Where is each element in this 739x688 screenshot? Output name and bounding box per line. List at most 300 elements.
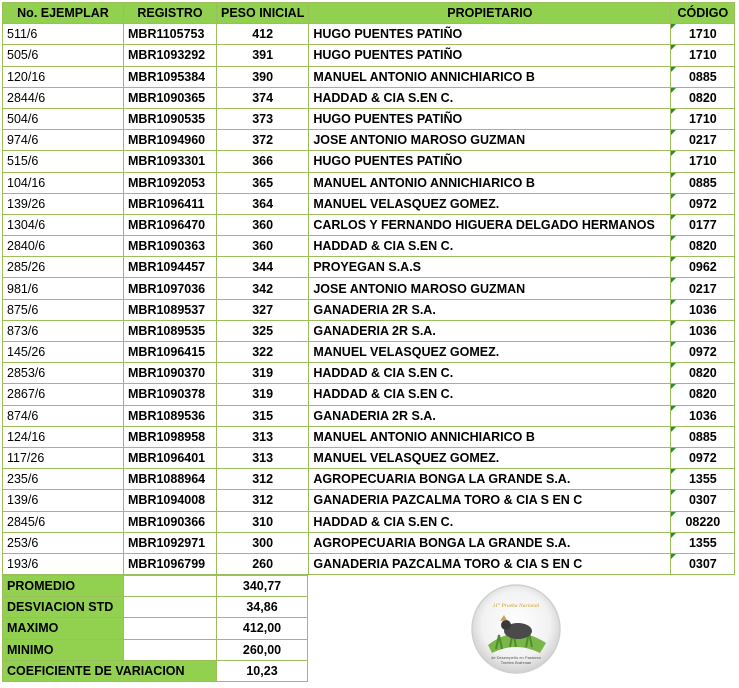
propietario-cell	[309, 172, 671, 193]
stat-label: PROMEDIO	[3, 576, 124, 597]
propietario-cell-text: MANUEL VELASQUEZ GOMEZ.	[313, 345, 500, 360]
table-row	[3, 447, 735, 468]
propietario-cell-text: MANUEL VELASQUEZ GOMEZ.	[313, 196, 500, 211]
registro-cell-text: MBR1090363	[128, 239, 206, 254]
registro-cell	[124, 87, 217, 108]
ejemplar-cell	[3, 24, 124, 45]
registro-cell-text: MBR1090366	[128, 514, 206, 529]
codigo-cell	[671, 278, 735, 299]
codigo-cell-text: 1355	[688, 535, 717, 550]
peso-cell-text: 319	[252, 387, 274, 402]
peso-cell	[217, 278, 309, 299]
peso-cell-text: 310	[252, 514, 274, 529]
registro-cell-text: MBR1089536	[128, 408, 206, 423]
propietario-cell	[309, 151, 671, 172]
propietario-cell-text: HUGO PUENTES PATIÑO	[313, 48, 463, 63]
propietario-cell	[309, 511, 671, 532]
peso-cell	[217, 384, 309, 405]
propietario-cell-text: MANUEL VELASQUEZ GOMEZ.	[313, 451, 500, 466]
peso-cell-text: 360	[252, 239, 274, 254]
codigo-cell	[671, 45, 735, 66]
propietario-cell-text: CARLOS Y FERNANDO HIGUERA DELGADO HERMANOS	[313, 217, 655, 232]
comment-indicator-icon	[671, 533, 676, 538]
ejemplar-cell	[3, 193, 124, 214]
peso-cell	[217, 363, 309, 384]
ejemplar-cell	[3, 108, 124, 129]
peso-cell	[217, 130, 309, 151]
peso-cell	[217, 193, 309, 214]
comment-indicator-icon	[671, 194, 676, 199]
ejemplar-cell-text: 2867/6	[7, 387, 46, 402]
ejemplar-cell	[3, 214, 124, 235]
ejemplar-cell-text: 1304/6	[7, 217, 46, 232]
registro-cell-text: MBR1096401	[128, 451, 206, 466]
ejemplar-cell-text: 505/6	[7, 48, 39, 63]
peso-cell-text: 365	[252, 175, 274, 190]
ejemplar-cell	[3, 130, 124, 151]
table-row	[3, 24, 735, 45]
codigo-cell-text: 08220	[685, 514, 721, 529]
propietario-cell	[309, 257, 671, 278]
codigo-cell-text: 0307	[688, 493, 717, 508]
propietario-cell-text: JOSE ANTONIO MAROSO GUZMAN	[313, 281, 526, 296]
propietario-cell	[309, 426, 671, 447]
ejemplar-cell-text: 193/6	[7, 556, 39, 571]
codigo-cell-text: 0177	[688, 217, 717, 232]
propietario-cell-text: HADDAD & CIA S.EN C.	[313, 387, 454, 402]
comment-indicator-icon	[671, 130, 676, 135]
peso-cell-text: 322	[252, 345, 274, 360]
codigo-cell	[671, 553, 735, 574]
peso-cell-text: 372	[252, 133, 274, 148]
peso-cell-text: 319	[252, 366, 274, 381]
propietario-cell-text: HADDAD & CIA S.EN C.	[313, 514, 454, 529]
comment-indicator-icon	[671, 24, 676, 29]
ejemplar-cell-text: 139/26	[7, 196, 46, 211]
registro-cell	[124, 342, 217, 363]
registro-cell-text: MBR1088964	[128, 472, 206, 487]
propietario-cell-text: HUGO PUENTES PATIÑO	[313, 112, 463, 127]
stat-label: MINIMO	[3, 639, 124, 660]
propietario-cell-text: HADDAD & CIA S.EN C.	[313, 90, 454, 105]
registro-cell	[124, 532, 217, 553]
registro-cell	[124, 490, 217, 511]
codigo-cell	[671, 511, 735, 532]
ejemplar-cell	[3, 532, 124, 553]
peso-cell-text: 313	[252, 429, 274, 444]
peso-cell	[217, 151, 309, 172]
registro-cell	[124, 193, 217, 214]
table-row	[3, 130, 735, 151]
propietario-cell	[309, 469, 671, 490]
table-row	[3, 299, 735, 320]
ejemplar-cell	[3, 553, 124, 574]
propietario-cell	[309, 66, 671, 87]
propietario-cell	[309, 447, 671, 468]
stat-row	[3, 597, 308, 618]
codigo-cell	[671, 532, 735, 553]
propietario-cell	[309, 87, 671, 108]
comment-indicator-icon	[671, 300, 676, 305]
table-row	[3, 553, 735, 574]
propietario-cell-text: HUGO PUENTES PATIÑO	[313, 154, 463, 169]
registro-cell	[124, 45, 217, 66]
header-peso: PESO INICIAL	[217, 3, 309, 24]
ejemplar-cell-text: 511/6	[7, 27, 38, 42]
table-row	[3, 236, 735, 257]
table-row	[3, 511, 735, 532]
codigo-cell	[671, 87, 735, 108]
registro-cell	[124, 257, 217, 278]
ejemplar-cell-text: 145/26	[7, 345, 46, 360]
propietario-cell-text: GANADERIA PAZCALMA TORO & CIA S EN C	[313, 493, 583, 508]
peso-cell-text: 360	[252, 217, 274, 232]
ejemplar-cell	[3, 257, 124, 278]
table-row	[3, 342, 735, 363]
codigo-cell-text: 1710	[688, 48, 717, 63]
comment-indicator-icon	[671, 45, 676, 50]
ejemplar-cell	[3, 299, 124, 320]
table-row	[3, 87, 735, 108]
codigo-cell	[671, 257, 735, 278]
registro-cell	[124, 426, 217, 447]
peso-cell	[217, 447, 309, 468]
propietario-cell	[309, 130, 671, 151]
registro-cell	[124, 511, 217, 532]
peso-cell-text: 374	[252, 90, 274, 105]
registro-cell	[124, 172, 217, 193]
peso-cell	[217, 108, 309, 129]
peso-cell-text: 315	[252, 408, 274, 423]
propietario-cell-text: JOSE ANTONIO MAROSO GUZMAN	[313, 133, 526, 148]
ejemplares-table	[2, 2, 735, 575]
peso-cell-text: 373	[252, 112, 274, 127]
logo-title: 11° Prueba Nacional	[492, 603, 540, 609]
ejemplar-cell	[3, 447, 124, 468]
header-ejemplar: No. EJEMPLAR	[3, 3, 124, 24]
stat-value: 260,00	[217, 639, 308, 660]
stat-label: DESVIACION STD	[3, 597, 124, 618]
stat-row	[3, 576, 308, 597]
registro-cell	[124, 130, 217, 151]
codigo-cell	[671, 342, 735, 363]
comment-indicator-icon	[671, 67, 676, 72]
ejemplar-cell	[3, 342, 124, 363]
ejemplar-cell-text: 235/6	[7, 472, 39, 487]
stat-value: 340,77	[217, 576, 308, 597]
registro-cell-text: MBR1096415	[128, 345, 206, 360]
registro-cell-text: MBR1094960	[128, 133, 206, 148]
propietario-cell	[309, 299, 671, 320]
codigo-cell-text: 1710	[688, 154, 717, 169]
peso-cell-text: 391	[252, 48, 274, 63]
propietario-cell	[309, 532, 671, 553]
table-row	[3, 469, 735, 490]
propietario-cell	[309, 278, 671, 299]
peso-cell-text: 313	[252, 451, 274, 466]
comment-indicator-icon	[671, 278, 676, 283]
peso-cell	[217, 172, 309, 193]
codigo-cell	[671, 447, 735, 468]
peso-cell	[217, 320, 309, 341]
table-row	[3, 257, 735, 278]
stat-value: 412,00	[217, 618, 308, 639]
codigo-cell	[671, 151, 735, 172]
propietario-cell-text: AGROPECUARIA BONGA LA GRANDE S.A.	[313, 472, 571, 487]
peso-cell-text: 325	[252, 323, 274, 338]
registro-cell-text: MBR1089537	[128, 302, 206, 317]
registro-cell-text: MBR1090365	[128, 90, 206, 105]
codigo-cell-text: 1355	[688, 472, 717, 487]
stat-row	[3, 639, 308, 660]
codigo-cell-text: 1036	[688, 408, 717, 423]
propietario-cell	[309, 45, 671, 66]
table-row	[3, 384, 735, 405]
codigo-cell	[671, 108, 735, 129]
logo-subtitle: de Desempeño en Pastoreo	[491, 655, 541, 660]
peso-cell-text: 366	[252, 154, 274, 169]
codigo-cell	[671, 426, 735, 447]
stat-value: 34,86	[217, 597, 308, 618]
ejemplar-cell-text: 285/26	[7, 260, 46, 275]
codigo-cell	[671, 130, 735, 151]
ejemplar-cell-text: 873/6	[7, 323, 39, 338]
table-row	[3, 405, 735, 426]
comment-indicator-icon	[671, 363, 676, 368]
registro-cell	[124, 384, 217, 405]
registro-cell-text: MBR1092053	[128, 175, 206, 190]
registro-cell-text: MBR1095384	[128, 69, 206, 84]
peso-cell	[217, 45, 309, 66]
ejemplar-cell	[3, 278, 124, 299]
table-row	[3, 214, 735, 235]
codigo-cell	[671, 193, 735, 214]
registro-cell	[124, 214, 217, 235]
peso-cell	[217, 405, 309, 426]
registro-cell-text: MBR1090535	[128, 112, 206, 127]
codigo-cell	[671, 24, 735, 45]
stat-spacer	[124, 618, 217, 639]
propietario-cell-text: AGROPECUARIA BONGA LA GRANDE S.A.	[313, 535, 571, 550]
comment-indicator-icon	[671, 109, 676, 114]
ejemplar-cell-text: 117/26	[7, 451, 45, 466]
comment-indicator-icon	[671, 342, 676, 347]
registro-cell	[124, 151, 217, 172]
peso-cell	[217, 257, 309, 278]
codigo-cell	[671, 66, 735, 87]
peso-cell	[217, 66, 309, 87]
peso-cell	[217, 553, 309, 574]
registro-cell	[124, 108, 217, 129]
registro-cell-text: MBR1090370	[128, 366, 206, 381]
codigo-cell-text: 0307	[688, 556, 717, 571]
ejemplar-cell	[3, 426, 124, 447]
stat-spacer	[124, 597, 217, 618]
propietario-cell	[309, 342, 671, 363]
propietario-cell	[309, 363, 671, 384]
registro-cell-text: MBR1092971	[128, 535, 206, 550]
codigo-cell-text: 0217	[688, 133, 717, 148]
ejemplar-cell-text: 515/6	[7, 154, 39, 169]
ejemplar-cell	[3, 405, 124, 426]
codigo-cell-text: 0820	[688, 90, 717, 105]
ejemplar-cell-text: 120/16	[7, 69, 46, 84]
ejemplar-cell-text: 104/16	[7, 175, 46, 190]
ejemplar-cell	[3, 469, 124, 490]
registro-cell	[124, 24, 217, 45]
comment-indicator-icon	[671, 236, 676, 241]
registro-cell	[124, 447, 217, 468]
registro-cell	[124, 469, 217, 490]
peso-cell	[217, 87, 309, 108]
table-row	[3, 151, 735, 172]
peso-cell-text: 344	[252, 260, 274, 275]
table-row	[3, 320, 735, 341]
peso-cell	[217, 426, 309, 447]
propietario-cell-text: GANADERIA 2R S.A.	[313, 408, 436, 423]
codigo-cell-text: 0885	[688, 69, 717, 84]
codigo-cell-text: 1710	[688, 112, 717, 127]
propietario-cell	[309, 24, 671, 45]
propietario-cell	[309, 108, 671, 129]
registro-cell	[124, 320, 217, 341]
codigo-cell	[671, 299, 735, 320]
codigo-cell-text: 0972	[688, 345, 717, 360]
peso-cell	[217, 299, 309, 320]
propietario-cell-text: HUGO PUENTES PATIÑO	[313, 27, 463, 42]
ejemplar-cell	[3, 66, 124, 87]
registro-cell	[124, 66, 217, 87]
codigo-cell	[671, 469, 735, 490]
registro-cell	[124, 236, 217, 257]
stat-label: MAXIMO	[3, 618, 124, 639]
codigo-cell-text: 0820	[688, 366, 717, 381]
comment-indicator-icon	[671, 151, 676, 156]
ejemplar-cell	[3, 490, 124, 511]
comment-indicator-icon	[671, 88, 676, 93]
ejemplar-cell-text: 981/6	[7, 281, 39, 296]
codigo-cell	[671, 172, 735, 193]
codigo-cell	[671, 236, 735, 257]
registro-cell-text: MBR1093292	[128, 48, 206, 63]
registro-cell-text: MBR1089535	[128, 323, 206, 338]
comment-indicator-icon	[671, 469, 676, 474]
ejemplar-cell-text: 2853/6	[7, 366, 46, 381]
propietario-cell-text: MANUEL ANTONIO ANNICHIARICO B	[313, 429, 535, 444]
comment-indicator-icon	[671, 554, 676, 559]
propietario-cell	[309, 490, 671, 511]
stat-spacer	[124, 639, 217, 660]
comment-indicator-icon	[671, 215, 676, 220]
table-row	[3, 108, 735, 129]
comment-indicator-icon	[671, 406, 676, 411]
ejemplar-cell-text: 874/6	[7, 408, 39, 423]
propietario-cell-text: GANADERIA 2R S.A.	[313, 323, 436, 338]
table-row	[3, 45, 735, 66]
codigo-cell-text: 0820	[688, 239, 717, 254]
peso-cell-text: 342	[252, 281, 274, 296]
table-row	[3, 490, 735, 511]
stat-label: COEFICIENTE DE VARIACION	[3, 660, 217, 681]
codigo-cell-text: 0972	[688, 196, 717, 211]
ejemplar-cell-text: 2844/6	[7, 90, 46, 105]
peso-cell	[217, 532, 309, 553]
propietario-cell-text: HADDAD & CIA S.EN C.	[313, 239, 454, 254]
codigo-cell	[671, 384, 735, 405]
propietario-cell-text: GANADERIA 2R S.A.	[313, 302, 436, 317]
codigo-cell	[671, 490, 735, 511]
comment-indicator-icon	[671, 384, 676, 389]
peso-cell-text: 327	[252, 302, 274, 317]
registro-cell-text: MBR1096799	[128, 556, 206, 571]
propietario-cell	[309, 384, 671, 405]
logo-subtitle-2: Toretes Brahman	[500, 660, 532, 665]
table-row	[3, 532, 735, 553]
peso-cell	[217, 24, 309, 45]
peso-cell	[217, 214, 309, 235]
codigo-cell-text: 0972	[688, 451, 717, 466]
stat-spacer	[124, 576, 217, 597]
table-row	[3, 278, 735, 299]
registro-cell	[124, 299, 217, 320]
ejemplar-cell	[3, 87, 124, 108]
propietario-cell-text: MANUEL ANTONIO ANNICHIARICO B	[313, 175, 535, 190]
propietario-cell-text: GANADERIA PAZCALMA TORO & CIA S EN C	[313, 556, 583, 571]
codigo-cell-text: 0820	[688, 387, 717, 402]
codigo-cell-text: 1036	[688, 323, 717, 338]
codigo-cell	[671, 405, 735, 426]
codigo-cell-text: 0962	[688, 260, 717, 275]
prueba-nacional-logo	[470, 583, 562, 675]
header-row	[3, 3, 735, 24]
ejemplar-cell-text: 504/6	[7, 112, 39, 127]
propietario-cell	[309, 236, 671, 257]
ejemplar-cell	[3, 151, 124, 172]
registro-cell-text: MBR1090378	[128, 387, 206, 402]
ejemplar-cell	[3, 320, 124, 341]
ejemplar-cell-text: 124/16	[7, 429, 46, 444]
peso-cell-text: 412	[252, 27, 274, 42]
header-propietario: PROPIETARIO	[309, 3, 671, 24]
registro-cell-text: MBR1094457	[128, 260, 206, 275]
registro-cell-text: MBR1098958	[128, 429, 206, 444]
comment-indicator-icon	[671, 257, 676, 262]
propietario-cell-text: PROYEGAN S.A.S	[313, 260, 422, 275]
peso-cell-text: 260	[252, 556, 274, 571]
peso-cell-text: 390	[252, 69, 274, 84]
comment-indicator-icon	[671, 321, 676, 326]
ejemplar-cell	[3, 363, 124, 384]
stat-row	[3, 660, 308, 681]
ejemplar-cell-text: 974/6	[7, 133, 39, 148]
header-codigo: CÓDIGO	[671, 3, 735, 24]
codigo-cell	[671, 363, 735, 384]
stat-value: 10,23	[217, 660, 308, 681]
ejemplar-cell	[3, 384, 124, 405]
codigo-cell-text: 0885	[688, 175, 717, 190]
registro-cell-text: MBR1096470	[128, 217, 206, 232]
registro-cell-text: MBR1096411	[128, 196, 205, 211]
ejemplar-cell-text: 253/6	[7, 535, 39, 550]
registro-cell-text: MBR1105753	[128, 27, 205, 42]
peso-cell	[217, 236, 309, 257]
propietario-cell	[309, 320, 671, 341]
codigo-cell	[671, 214, 735, 235]
ejemplar-cell-text: 875/6	[7, 302, 39, 317]
ejemplar-cell	[3, 511, 124, 532]
registro-cell-text: MBR1093301	[128, 154, 206, 169]
registro-cell	[124, 363, 217, 384]
